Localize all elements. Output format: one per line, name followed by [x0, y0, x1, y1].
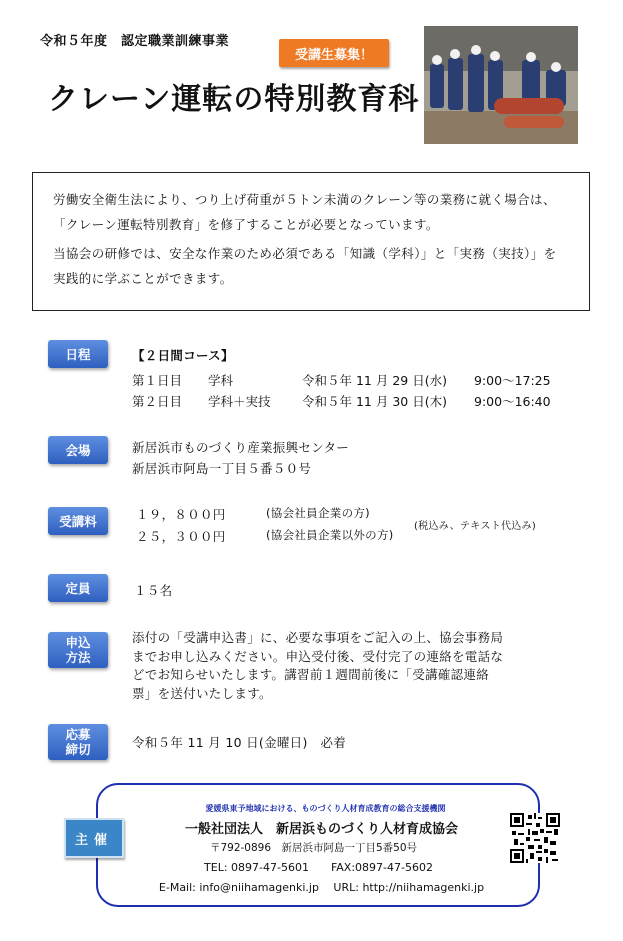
intro-paragraph-training: 当協会の研修では、安全な作業のため必須である「知識（学科）」と「実務（実技）」を実践的に学ぶことができます。 [53, 246, 557, 286]
course-length: 【２日間コース】 [132, 348, 234, 363]
training-photo [424, 26, 578, 144]
organizer-label: 主催 [64, 818, 124, 858]
deadline-label-line1: 応募 [65, 727, 91, 742]
program-subtitle: 令和５年度 認定職業訓練事業 [40, 34, 230, 49]
apply-line: 添付の「受講申込書」に、必要な事項をご記入の上、協会事務局 [132, 630, 504, 645]
schedule-date: 令和５年 11 月 30 日(木) [302, 394, 447, 409]
apply-label-line2: 方法 [65, 650, 91, 665]
deadline-value: 令和５年 11 月 10 日(金曜日) 必着 [132, 735, 347, 750]
qr-code [510, 813, 560, 863]
fee-amount: １９，８００円 [136, 507, 226, 522]
capacity-label: 定員 [48, 574, 108, 602]
organizer-email-url: E-Mail: info@niihamagenki.jp URL: http://niihamagenki.jp [158, 881, 485, 894]
organizer-tagline: 愛媛県東予地域における、ものづくり人材育成教育の総合支援機関 [205, 804, 446, 813]
intro-box [32, 172, 590, 311]
fee-note: (協会社員企業の方) [266, 506, 370, 520]
organizer-name: 一般社団法人 新居浜ものづくり人材育成協会 [184, 822, 458, 837]
page-title: クレーン運転の特別教育科 [48, 82, 420, 117]
schedule-content: 学科＋実技 [208, 394, 271, 409]
schedule-content: 学科 [208, 373, 234, 388]
apply-line: どでお知らせいたします。講習前１週間前後に「受講確認連絡 [132, 667, 490, 682]
capacity-value: １５名 [134, 583, 173, 598]
schedule-day: 第１日目 [132, 373, 183, 388]
intro-paragraph-law: 労働安全衛生法により、つり上げ荷重が５トン未満のクレーン等の業務に就く場合は、「クレーン運転特別教育」を修了することが必要となっています。 [53, 192, 556, 232]
deadline-label-line2: 締切 [65, 742, 91, 757]
apply-instructions [132, 629, 582, 703]
apply-method-label [48, 632, 108, 668]
organizer-address: 〒792-0896 新居浜市阿島一丁目5番50号 [209, 842, 418, 854]
fee-tax-note: (税込み、テキスト代込み) [414, 521, 537, 532]
training-photo-illustration [424, 26, 578, 144]
fee-amount: ２５，３００円 [136, 529, 226, 544]
schedule-time: 9:00～17:25 [474, 373, 551, 388]
venue-label: 会場 [48, 436, 108, 464]
organizer-phone-fax: TEL: 0897-47-5601 FAX:0897-47-5602 [204, 861, 433, 874]
venue-name: 新居浜市ものづくり産業振興センター [132, 440, 350, 455]
schedule-day: 第２日目 [132, 394, 183, 409]
deadline-label [48, 724, 108, 760]
recruiting-badge: 受講生募集！ [279, 39, 389, 67]
apply-line: 票」を送付いたします。 [132, 685, 272, 701]
fee-note: (協会社員企業以外の方) [266, 528, 394, 542]
apply-line: までお申し込みください。申込受付後、受付完了の連絡を電話な [132, 648, 504, 664]
venue-address: 新居浜市阿島一丁目５番５０号 [132, 461, 312, 476]
fee-label: 受講料 [48, 507, 108, 535]
qr-code-image [510, 813, 560, 863]
schedule-label: 日程 [48, 340, 108, 368]
schedule-date: 令和５年 11 月 29 日(水) [302, 373, 447, 388]
schedule-time: 9:00～16:40 [474, 394, 551, 409]
apply-label-line1: 申込 [65, 635, 91, 650]
